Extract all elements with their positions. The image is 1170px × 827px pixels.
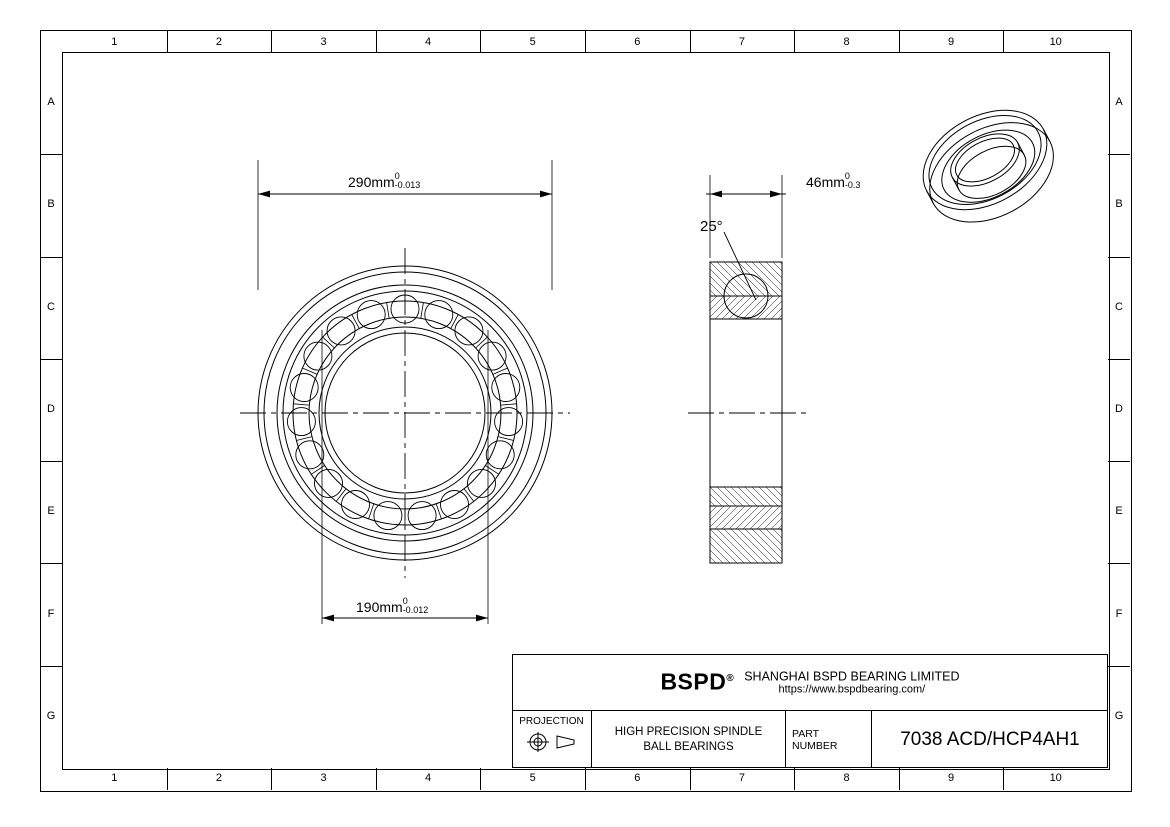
- zone-label-left-B: B: [47, 198, 55, 211]
- zone-label-bottom-9: 9: [948, 772, 955, 784]
- zone-label-top-4: 4: [425, 36, 432, 48]
- part-number: 7038 ACD/HCP4AH1: [900, 728, 1080, 750]
- zone-label-bottom-6: 6: [634, 772, 641, 784]
- part-number-value-cell: [872, 711, 1108, 768]
- dimension-bore-diameter: 190mm 0 -0.012: [356, 596, 429, 615]
- projection-cone-icon: [554, 733, 578, 751]
- zone-label-right-D: D: [1115, 403, 1123, 415]
- zone-label-left-G: G: [46, 709, 56, 722]
- zone-label-top-1: 1: [111, 36, 118, 48]
- zone-label-right-B: B: [1115, 198, 1123, 211]
- zone-label-bottom-3: 3: [320, 772, 327, 784]
- part-number-label-cell: [786, 711, 872, 768]
- zone-label-right-G: G: [1114, 709, 1124, 722]
- zone-label-bottom-1: 1: [111, 772, 118, 784]
- zone-label-left-F: F: [47, 607, 55, 620]
- zone-label-bottom-4: 4: [425, 772, 432, 784]
- dimension-contact-angle: 25°: [700, 218, 723, 235]
- dimension-width: 46mm 0 -0.3: [806, 171, 861, 190]
- projection-cell: [512, 711, 592, 768]
- zone-label-right-C: C: [1115, 300, 1123, 313]
- zone-label-top-9: 9: [948, 36, 955, 48]
- company-url[interactable]: https://www.bspdbearing.com/: [778, 683, 926, 695]
- zone-label-top-10: 10: [1049, 36, 1062, 48]
- zone-label-right-F: F: [1115, 607, 1123, 620]
- dimension-outer-diameter: 290mm 0 -0.013: [348, 171, 421, 190]
- zone-label-top-6: 6: [634, 36, 641, 48]
- zone-label-bottom-10: 10: [1049, 772, 1062, 784]
- zone-label-bottom-8: 8: [843, 772, 850, 784]
- first-angle-projection-icon: [525, 731, 551, 753]
- zone-label-bottom-2: 2: [215, 772, 222, 784]
- part-number-label-line-2: NUMBER: [792, 739, 838, 752]
- zone-label-top-8: 8: [843, 36, 850, 48]
- zone-label-left-C: C: [47, 300, 55, 313]
- description-line-1: HIGH PRECISION SPINDLE: [614, 725, 763, 738]
- zone-label-top-5: 5: [529, 36, 536, 48]
- zone-label-left-A: A: [47, 96, 55, 109]
- zone-label-left-D: D: [47, 403, 55, 415]
- part-number-label-line-1: PART: [792, 727, 820, 740]
- brand-logo: BSPD®: [660, 668, 735, 695]
- zone-label-left-E: E: [47, 505, 55, 518]
- zone-label-top-7: 7: [738, 36, 745, 48]
- projection-label: PROJECTION: [519, 716, 584, 727]
- zone-label-bottom-5: 5: [529, 772, 536, 784]
- zone-label-right-E: E: [1115, 505, 1123, 518]
- zone-label-top-2: 2: [215, 36, 222, 48]
- zone-label-top-3: 3: [320, 36, 327, 48]
- zone-label-right-A: A: [1115, 96, 1123, 109]
- company-name: SHANGHAI BSPD BEARING LIMITED: [744, 669, 960, 683]
- product-description-cell: [592, 711, 786, 768]
- zone-label-bottom-7: 7: [738, 772, 745, 784]
- title-block-company-row: [512, 654, 1108, 711]
- description-line-2: BALL BEARINGS: [643, 740, 734, 753]
